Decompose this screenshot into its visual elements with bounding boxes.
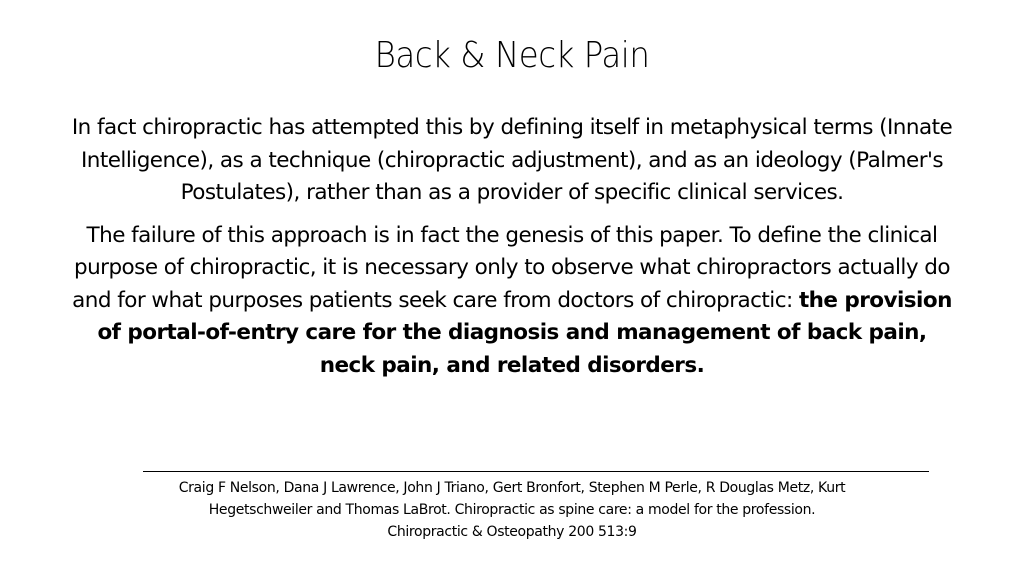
body-text bbox=[70, 112, 954, 392]
citation-line-3: Chiropractic & Osteopathy 200 513:9 bbox=[387, 524, 637, 540]
citation-divider bbox=[143, 471, 929, 472]
citation-line-2: Hegetschweiler and Thomas LaBrot. Chiropractic as spine care: a model for the profession. bbox=[208, 502, 816, 518]
citation bbox=[100, 477, 924, 543]
paragraph-2 bbox=[70, 220, 954, 383]
paragraph-2-lead: The failure of this approach is in fact the genesis of this paper. To define the clinical purpose of chiropractic, it is necessary only to observe what chiropractors actually do and for what purposes patients seek care from doctors of chiropractic: bbox=[72, 222, 950, 313]
slide-title: Back & Neck Pain bbox=[374, 35, 650, 76]
citation-line-1: Craig F Nelson, Dana J Lawrence, John J Triano, Gert Bronfort, Stephen M Perle, R Douglas Metz, Kurt bbox=[178, 480, 846, 496]
paragraph-1: In fact chiropractic has attempted this by defining itself in metaphysical terms (Innate Intelligence), as a technique (chiropractic adjustment), and as an ideology (Palmer's Postulates), rather than as a provider of specific clinical services. bbox=[71, 115, 953, 205]
paragraph-2-emphasis: the provision of portal-of-entry care for the diagnosis and management of back pain, neck pain, and related disorders. bbox=[97, 287, 952, 378]
